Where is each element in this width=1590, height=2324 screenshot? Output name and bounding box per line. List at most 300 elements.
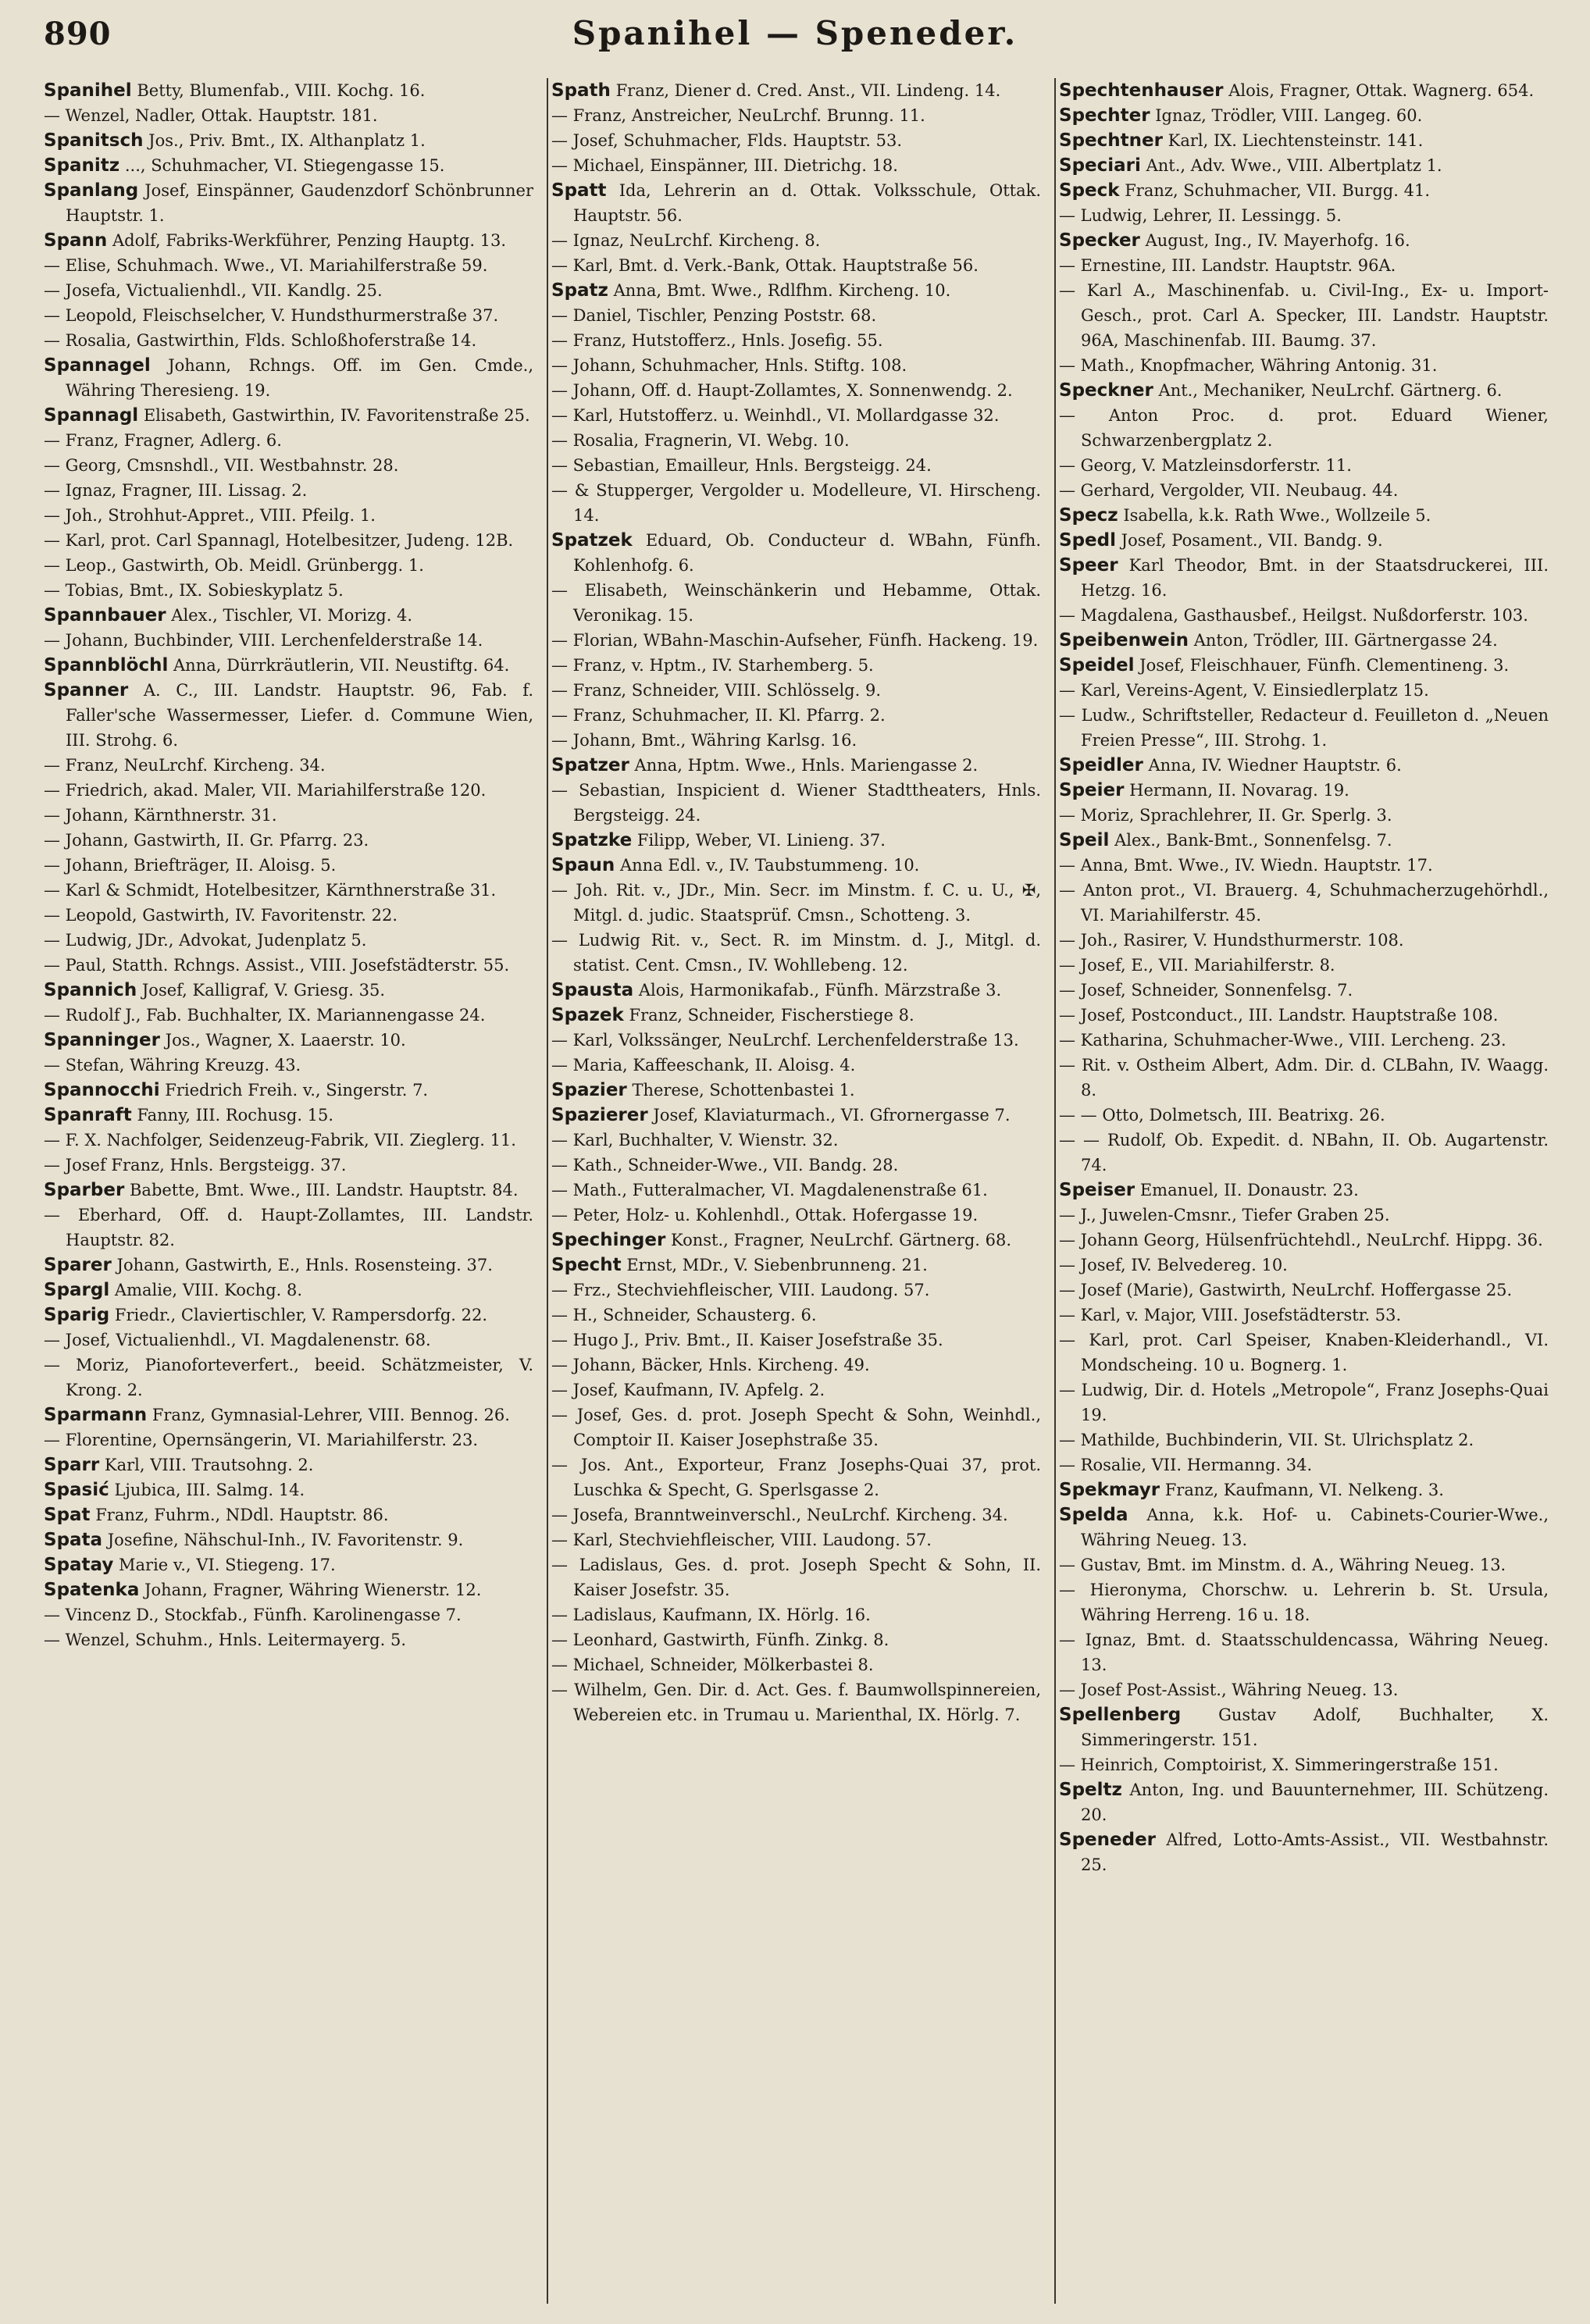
- directory-sub-entry: [551, 1128, 1041, 1153]
- directory-sub-entry: [1059, 353, 1549, 378]
- directory-sub-entry: [44, 1153, 533, 1178]
- entry-details: — Johann, Bmt., Währing Karlsg. 16.: [551, 731, 857, 750]
- entry-details: — Florentine, Opernsängerin, VI. Mariahilferstr. 23.: [44, 1431, 479, 1449]
- entry-details: Franz, Gymnasial-Lehrer, VIII. Bennog. 26.: [147, 1406, 510, 1424]
- directory-sub-entry: [1059, 1577, 1549, 1627]
- entry-details: Karl Theodor, Bmt. in der Staatsdruckerei, III. Hetzg. 16.: [1081, 556, 1549, 600]
- entry-details: — Johann, Gastwirth, II. Gr. Pfarrg. 23.: [44, 831, 369, 850]
- entry-details: — Ignaz, NeuLrchf. Kircheng. 8.: [551, 231, 821, 250]
- directory-sub-entry: [1059, 678, 1549, 703]
- entry-details: Alfred, Lotto-Amts-Assist., VII. Westbahnstr. 25.: [1081, 1830, 1549, 1874]
- directory-sub-entry: [551, 1378, 1041, 1403]
- directory-sub-entry: [44, 953, 533, 978]
- entry-details: — Leonhard, Gastwirth, Fünfh. Zinkg. 8.: [551, 1631, 889, 1649]
- directory-sub-entry: [44, 928, 533, 953]
- directory-sub-entry: [551, 928, 1041, 978]
- directory-sub-entry: [551, 1502, 1041, 1527]
- directory-sub-entry: [551, 353, 1041, 378]
- directory-entry: [1059, 1777, 1549, 1827]
- entry-surname: Sparer: [44, 1255, 112, 1275]
- entry-surname: Spanihel: [44, 80, 132, 101]
- directory-sub-entry: [551, 303, 1041, 328]
- directory-sub-entry: [551, 453, 1041, 478]
- directory-sub-entry: [44, 778, 533, 803]
- entry-surname: Spanitsch: [44, 130, 144, 151]
- directory-sub-entry: [551, 328, 1041, 353]
- entry-details: Adolf, Fabriks-Werkführer, Penzing Hauptg. 13.: [107, 231, 507, 250]
- entry-details: Amalie, VIII. Kochg. 8.: [109, 1281, 303, 1299]
- entry-details: Eduard, Ob. Conducteur d. WBahn, Fünfh. Kohlenhofg. 6.: [573, 531, 1041, 575]
- directory-sub-entry: [1059, 703, 1549, 753]
- directory-sub-entry: [551, 1677, 1041, 1727]
- directory-sub-entry: [44, 828, 533, 853]
- entry-surname: Spath: [551, 80, 611, 101]
- directory-sub-entry: [551, 628, 1041, 653]
- entry-surname: Spazier: [551, 1080, 627, 1100]
- directory-sub-entry: [44, 528, 533, 553]
- directory-entry: [44, 1403, 533, 1428]
- directory-sub-entry: [551, 1627, 1041, 1652]
- directory-sub-entry: [551, 1403, 1041, 1452]
- entry-details: Anton, Ing. und Bauunternehmer, III. Schützeng. 20.: [1081, 1780, 1549, 1824]
- directory-entry: [44, 1527, 533, 1552]
- directory-entry: [551, 828, 1041, 853]
- entry-details: — Karl, Volkssänger, NeuLrchf. Lerchenfelderstraße 13.: [551, 1031, 1019, 1050]
- directory-entry: [1059, 153, 1549, 178]
- directory-sub-entry: [44, 503, 533, 528]
- directory-entry: [1059, 1702, 1549, 1752]
- directory-sub-entry: [1059, 453, 1549, 478]
- entry-details: Alex., Tischler, VI. Morizg. 4.: [166, 606, 413, 625]
- entry-details: A. C., III. Landstr. Hauptstr. 96, Fab. f. Faller'sche Wassermesser, Liefer. d. Commune Wien, III. Strohg. 6.: [66, 681, 533, 750]
- directory-sub-entry: [1059, 603, 1549, 628]
- entry-surname: Spargl: [44, 1280, 110, 1300]
- entry-details: — Hieronyma, Chorschw. u. Lehrerin b. St. Ursula, Währing Herreng. 16 u. 18.: [1059, 1581, 1549, 1624]
- directory-entry: [1059, 228, 1549, 253]
- entry-details: — Gerhard, Vergolder, VII. Neubaug. 44.: [1059, 481, 1399, 500]
- directory-entry: [551, 1003, 1041, 1028]
- directory-entry: [44, 1253, 533, 1278]
- entry-surname: Spasić: [44, 1480, 109, 1500]
- entry-details: — Josef, Victualienhdl., VI. Magdalenenstr. 68.: [44, 1331, 431, 1349]
- directory-sub-entry: [1059, 1103, 1549, 1128]
- directory-entry: [551, 1078, 1041, 1103]
- entry-details: — Karl, Buchhalter, V. Wienstr. 32.: [551, 1131, 839, 1150]
- page-number: 890: [44, 16, 112, 52]
- directory-entry: [551, 1253, 1041, 1278]
- entry-details: — Maria, Kaffeeschank, II. Aloisg. 4.: [551, 1056, 856, 1075]
- directory-sub-entry: [551, 253, 1041, 278]
- directory-sub-entry: [1059, 478, 1549, 503]
- directory-sub-entry: [1059, 1303, 1549, 1328]
- directory-sub-entry: [44, 1428, 533, 1452]
- entry-surname: Spannagel: [44, 355, 151, 376]
- entry-surname: Speck: [1059, 180, 1120, 201]
- entry-details: Franz, Fuhrm., NDdl. Hauptstr. 86.: [90, 1506, 389, 1524]
- entry-details: — Moriz, Sprachlehrer, II. Gr. Sperlg. 3.: [1059, 806, 1392, 825]
- directory-entry: [44, 978, 533, 1003]
- entry-details: — — Rudolf, Ob. Expedit. d. NBahn, II. Ob. Augartenstr. 74.: [1059, 1131, 1549, 1174]
- entry-details: — Ignaz, Fragner, III. Lissag. 2.: [44, 481, 308, 500]
- entry-details: — Joh., Strohhut-Appret., VIII. Pfeilg. 1.: [44, 506, 376, 525]
- directory-sub-entry: [44, 453, 533, 478]
- entry-details: — Karl, Stechviehfleischer, VIII. Laudong. 57.: [551, 1531, 932, 1549]
- entry-details: — Stefan, Währing Kreuzg. 43.: [44, 1056, 301, 1075]
- entry-details: — Daniel, Tischler, Penzing Poststr. 68.: [551, 306, 877, 325]
- directory-sub-entry: [44, 578, 533, 603]
- entry-details: Ant., Mechaniker, NeuLrchf. Gärtnerg. 6.: [1153, 381, 1503, 400]
- entry-details: Isabella, k.k. Rath Wwe., Wollzeile 5.: [1118, 506, 1431, 525]
- directory-sub-entry: [1059, 1378, 1549, 1428]
- directory-sub-entry: [44, 803, 533, 828]
- entry-details: — Mathilde, Buchbinderin, VII. St. Ulrichsplatz 2.: [1059, 1431, 1474, 1449]
- entry-details: — Josefa, Branntweinverschl., NeuLrchf. Kircheng. 34.: [551, 1506, 1008, 1524]
- entry-details: — & Stupperger, Vergolder u. Modelleure, VI. Hirscheng. 14.: [551, 481, 1041, 525]
- entry-surname: Spausta: [551, 980, 634, 1000]
- entry-surname: Speibenwein: [1059, 630, 1189, 651]
- directory-sub-entry: [44, 1053, 533, 1078]
- entry-details: Jos., Priv. Bmt., IX. Althanplatz 1.: [143, 131, 426, 150]
- entry-details: Franz, Schuhmacher, VII. Burgg. 41.: [1119, 181, 1430, 200]
- entry-details: Franz, Schneider, Fischerstiege 8.: [623, 1006, 914, 1025]
- entry-details: — Franz, v. Hptm., IV. Starhemberg. 5.: [551, 656, 874, 675]
- entry-details: — Josef, IV. Belvedereg. 10.: [1059, 1256, 1288, 1274]
- entry-details: Emanuel, II. Donaustr. 23.: [1135, 1181, 1359, 1199]
- entry-details: — Sebastian, Inspicient d. Wiener Stadttheaters, Hnls. Bergsteigg. 24.: [551, 781, 1041, 825]
- entry-details: — Josef, Postconduct., III. Landstr. Hauptstraße 108.: [1059, 1006, 1499, 1025]
- entry-details: — Johann, Schuhmacher, Hnls. Stiftg. 108.: [551, 356, 907, 375]
- directory-entry: [44, 78, 533, 103]
- entry-details: Franz, Diener d. Cred. Anst., VII. Lindeng. 14.: [610, 81, 1001, 100]
- entry-details: — Josef, Ges. d. prot. Joseph Specht & Sohn, Weinhdl., Comptoir II. Kaiser Josephstraße 35.: [551, 1406, 1041, 1449]
- entry-details: — Johann, Bäcker, Hnls. Kircheng. 49.: [551, 1356, 870, 1374]
- entry-details: — Math., Knopfmacher, Währing Antonig. 31.: [1059, 356, 1438, 375]
- entry-details: Friedrich Freih. v., Singerstr. 7.: [159, 1081, 429, 1100]
- directory-entry: [1059, 128, 1549, 153]
- directory-entry: [1059, 1477, 1549, 1502]
- entry-details: — Hugo J., Priv. Bmt., II. Kaiser Josefstraße 35.: [551, 1331, 943, 1349]
- entry-surname: Spanlang: [44, 180, 139, 201]
- entry-details: — Anna, Bmt. Wwe., IV. Wiedn. Hauptstr. 17.: [1059, 856, 1433, 875]
- directory-entry: [551, 1228, 1041, 1253]
- directory-sub-entry: [1059, 278, 1549, 353]
- entry-details: — Josef Franz, Hnls. Bergsteigg. 37.: [44, 1156, 347, 1174]
- directory-sub-entry: [551, 1278, 1041, 1303]
- directory-sub-entry: [551, 228, 1041, 253]
- entry-details: — Karl & Schmidt, Hotelbesitzer, Kärnthnerstraße 31.: [44, 881, 497, 900]
- entry-surname: Spaun: [551, 855, 615, 875]
- entry-surname: Spatt: [551, 180, 607, 201]
- entry-details: Babette, Bmt. Wwe., III. Landstr. Hauptstr. 84.: [124, 1181, 519, 1199]
- entry-surname: Spann: [44, 230, 108, 251]
- directory-sub-entry: [1059, 1627, 1549, 1677]
- directory-entry: [551, 528, 1041, 578]
- directory-sub-entry: [551, 653, 1041, 678]
- directory-sub-entry: [44, 1328, 533, 1353]
- entry-surname: Spanitz: [44, 155, 120, 176]
- directory-sub-entry: [44, 1627, 533, 1652]
- directory-entry: [44, 128, 533, 153]
- directory-column-3: [1059, 78, 1549, 2312]
- entry-details: — Josef, Schuhmacher, Flds. Hauptstr. 53.: [551, 131, 903, 150]
- directory-sub-entry: [44, 1128, 533, 1153]
- entry-details: — Josefa, Victualienhdl., VII. Kandlg. 25.: [44, 281, 383, 300]
- entry-details: — Wenzel, Schuhm., Hnls. Leitermayerg. 5.: [44, 1631, 406, 1649]
- directory-sub-entry: [44, 878, 533, 903]
- entry-surname: Spechinger: [551, 1230, 666, 1250]
- entry-details: — Karl, Hutstofferz. u. Weinhdl., VI. Mollardgasse 32.: [551, 406, 1000, 425]
- entry-details: Therese, Schottenbastei 1.: [626, 1081, 855, 1100]
- entry-surname: Spatay: [44, 1555, 114, 1575]
- entry-details: — Jos. Ant., Exporteur, Franz Josephs-Quai 37, prot. Luschka & Specht, G. Sperlsgasse 2.: [551, 1456, 1041, 1499]
- entry-details: — Rudolf J., Fab. Buchhalter, IX. Mariannengasse 24.: [44, 1006, 486, 1025]
- directory-entry: [1059, 528, 1549, 553]
- directory-sub-entry: [551, 728, 1041, 753]
- entry-details: — Ludwig, Lehrer, II. Lessingg. 5.: [1059, 206, 1342, 225]
- entry-surname: Sparmann: [44, 1405, 148, 1425]
- entry-details: — Eberhard, Off. d. Haupt-Zollamtes, III. Landstr. Hauptstr. 82.: [44, 1206, 533, 1249]
- directory-entry: [551, 78, 1041, 103]
- entry-details: — Ludwig Rit. v., Sect. R. im Minstm. d. J., Mitgl. d. statist. Cent. Cmsn., IV. Wohllebeng. 12.: [551, 931, 1041, 975]
- directory-entry: [44, 1577, 533, 1602]
- directory-sub-entry: [551, 1303, 1041, 1328]
- directory-entry: [44, 1278, 533, 1303]
- entry-details: — Rosalie, VII. Hermanng. 34.: [1059, 1456, 1313, 1474]
- entry-surname: Spatzer: [551, 755, 629, 775]
- entry-details: — Rosalia, Fragnerin, VI. Webg. 10.: [551, 431, 850, 450]
- directory-sub-entry: [551, 428, 1041, 453]
- directory-entry: [1059, 1827, 1549, 1877]
- directory-sub-entry: [1059, 1253, 1549, 1278]
- entry-details: Ignaz, Trödler, VIII. Langeg. 60.: [1150, 106, 1423, 125]
- entry-details: — J., Juwelen-Cmsnr., Tiefer Graben 25.: [1059, 1206, 1390, 1224]
- directory-entry: [44, 1502, 533, 1527]
- entry-details: — Johann, Buchbinder, VIII. Lerchenfelderstraße 14.: [44, 631, 483, 650]
- directory-entry: [551, 753, 1041, 778]
- entry-details: — Wenzel, Nadler, Ottak. Hauptstr. 181.: [44, 106, 378, 125]
- directory-sub-entry: [1059, 403, 1549, 453]
- directory-sub-entry: [44, 103, 533, 128]
- entry-details: — Franz, Fragner, Adlerg. 6.: [44, 431, 282, 450]
- directory-sub-entry: [44, 628, 533, 653]
- entry-details: — Rosalia, Gastwirthin, Flds. Schloßhoferstraße 14.: [44, 331, 477, 350]
- directory-sub-entry: [1059, 928, 1549, 953]
- directory-sub-entry: [1059, 1677, 1549, 1702]
- entry-surname: Spanraft: [44, 1105, 132, 1125]
- directory-entry: [44, 1303, 533, 1328]
- entry-details: — Georg, Cmsnshdl., VII. Westbahnstr. 28.: [44, 456, 399, 475]
- entry-surname: Spechtner: [1059, 130, 1163, 151]
- directory-entry: [1059, 1178, 1549, 1203]
- entry-surname: Spazek: [551, 1005, 624, 1025]
- entry-details: Alois, Harmonikafab., Fünfh. Märzstraße 3.: [633, 981, 1002, 1000]
- entry-details: — Gustav, Bmt. im Minstm. d. A., Währing Neueg. 13.: [1059, 1556, 1506, 1574]
- directory-sub-entry: [1059, 1278, 1549, 1303]
- entry-surname: Spannblöchl: [44, 655, 169, 675]
- entry-surname: Speltz: [1059, 1780, 1122, 1800]
- directory-entry: [44, 1477, 533, 1502]
- directory-entry: [44, 1452, 533, 1477]
- entry-details: — Johann, Kärnthnerstr. 31.: [44, 806, 277, 825]
- entry-details: — F. X. Nachfolger, Seidenzeug-Fabrik, VII. Zieglerg. 11.: [44, 1131, 516, 1150]
- entry-surname: Spechter: [1059, 105, 1150, 126]
- entry-details: — Franz, NeuLrchf. Kircheng. 34.: [44, 756, 326, 775]
- directory-sub-entry: [551, 478, 1041, 528]
- entry-surname: Sparr: [44, 1455, 100, 1475]
- directory-sub-entry: [551, 1602, 1041, 1627]
- directory-entry: [551, 853, 1041, 878]
- directory-sub-entry: [551, 1178, 1041, 1203]
- entry-surname: Speier: [1059, 780, 1125, 800]
- directory-sub-entry: [1059, 1328, 1549, 1378]
- entry-surname: Spannich: [44, 980, 137, 1000]
- entry-details: Anna, Bmt. Wwe., Rdlfhm. Kircheng. 10.: [608, 281, 951, 300]
- entry-details: Josef, Posament., VII. Bandg. 9.: [1115, 531, 1383, 550]
- directory-sub-entry: [551, 1652, 1041, 1677]
- entry-details: — Peter, Holz- u. Kohlenhdl., Ottak. Hofergasse 19.: [551, 1206, 979, 1224]
- directory-sub-entry: [551, 678, 1041, 703]
- directory-sub-entry: [551, 1028, 1041, 1053]
- entry-details: — Franz, Schuhmacher, II. Kl. Pfarrg. 2.: [551, 706, 886, 725]
- entry-details: — Georg, V. Matzleinsdorferstr. 11.: [1059, 456, 1352, 475]
- directory-entry: [44, 1028, 533, 1053]
- directory-sub-entry: [1059, 1053, 1549, 1103]
- entry-details: — Johann, Briefträger, II. Aloisg. 5.: [44, 856, 337, 875]
- directory-sub-entry: [551, 128, 1041, 153]
- entry-surname: Specker: [1059, 230, 1140, 251]
- directory-entry: [1059, 1502, 1549, 1552]
- entry-details: — Elisabeth, Weinschänkerin und Hebamme, Ottak. Veronikag. 15.: [551, 581, 1041, 625]
- entry-details: — — Otto, Dolmetsch, III. Beatrixg. 26.: [1059, 1106, 1385, 1125]
- entry-details: — Ludwig, JDr., Advokat, Judenplatz 5.: [44, 931, 367, 950]
- entry-details: — Johann, Off. d. Haupt-Zollamtes, X. Sonnenwendg. 2.: [551, 381, 1013, 400]
- directory-sub-entry: [44, 753, 533, 778]
- directory-entry: [44, 1552, 533, 1577]
- directory-entry: [1059, 628, 1549, 653]
- entry-details: Ljubica, III. Salmg. 14.: [109, 1481, 305, 1499]
- directory-sub-entry: [1059, 1228, 1549, 1253]
- entry-surname: Spatenka: [44, 1580, 140, 1600]
- entry-surname: Sparig: [44, 1305, 110, 1325]
- entry-details: — Anton prot., VI. Brauerg. 4, Schuhmacherzugehörhdl., VI. Mariahilferstr. 45.: [1059, 881, 1549, 925]
- directory-sub-entry: [44, 553, 533, 578]
- directory-entry: [1059, 553, 1549, 603]
- directory-sub-entry: [1059, 1028, 1549, 1053]
- directory-sub-entry: [551, 1527, 1041, 1552]
- entry-details: Josef, Fleischhauer, Fünfh. Clementineng. 3.: [1134, 656, 1510, 675]
- directory-sub-entry: [551, 1328, 1041, 1353]
- directory-entry: [1059, 753, 1549, 778]
- entry-surname: Speer: [1059, 555, 1118, 576]
- directory-entry: [551, 1103, 1041, 1128]
- directory-entry: [1059, 178, 1549, 203]
- entry-surname: Spedl: [1059, 530, 1116, 551]
- entry-details: — Franz, Anstreicher, NeuLrchf. Brunng. 11.: [551, 106, 925, 125]
- entry-details: Johann, Fragner, Währing Wienerstr. 12.: [139, 1581, 482, 1599]
- entry-details: — Leopold, Gastwirth, IV. Favoritenstr. 22.: [44, 906, 398, 925]
- entry-surname: Speneder: [1059, 1830, 1157, 1850]
- entry-details: — Frz., Stechviehfleischer, VIII. Laudong. 57.: [551, 1281, 930, 1299]
- directory-sub-entry: [44, 1353, 533, 1403]
- entry-surname: Speidel: [1059, 655, 1135, 675]
- entry-surname: Speidler: [1059, 755, 1143, 775]
- directory-sub-entry: [551, 1452, 1041, 1502]
- entry-details: Ernst, MDr., V. Siebenbrunneng. 21.: [621, 1256, 928, 1274]
- directory-entry: [44, 678, 533, 753]
- entry-details: — Karl, Bmt. d. Verk.-Bank, Ottak. Hauptstraße 56.: [551, 256, 979, 275]
- directory-sub-entry: [1059, 1452, 1549, 1477]
- directory-sub-entry: [551, 1153, 1041, 1178]
- directory-sub-entry: [551, 1053, 1041, 1078]
- directory-sub-entry: [44, 1203, 533, 1253]
- entry-surname: Speciari: [1059, 155, 1141, 176]
- directory-entry: [44, 1078, 533, 1103]
- directory-entry: [1059, 378, 1549, 403]
- entry-details: — Florian, WBahn-Maschin-Aufseher, Fünfh. Hackeng. 19.: [551, 631, 1039, 650]
- entry-surname: Spatzek: [551, 530, 633, 551]
- entry-surname: Spannagl: [44, 405, 139, 426]
- entry-details: — Joh., Rasirer, V. Hundsthurmerstr. 108.: [1059, 931, 1404, 950]
- entry-details: Josef, Kalligraf, V. Griesg. 35.: [137, 981, 386, 1000]
- entry-details: — Magdalena, Gasthausbef., Heilgst. Nußdorferstr. 103.: [1059, 606, 1528, 625]
- entry-surname: Spatz: [551, 280, 608, 301]
- entry-surname: Spazierer: [551, 1105, 648, 1125]
- entry-details: — Franz, Hutstofferz., Hnls. Josefig. 55.: [551, 331, 883, 350]
- entry-details: Marie v., VI. Stiegeng. 17.: [113, 1556, 336, 1574]
- entry-surname: Spanner: [44, 680, 129, 700]
- entry-details: — Sebastian, Emailleur, Hnls. Bergsteigg. 24.: [551, 456, 932, 475]
- directory-sub-entry: [44, 253, 533, 278]
- directory-sub-entry: [44, 278, 533, 303]
- entry-details: — Josef (Marie), Gastwirth, NeuLrchf. Hoffergasse 25.: [1059, 1281, 1513, 1299]
- entry-details: — Moriz, Pianoforteverfert., beeid. Schätzmeister, V. Krong. 2.: [44, 1356, 533, 1399]
- directory-sub-entry: [1059, 1128, 1549, 1178]
- entry-details: Anton, Trödler, III. Gärtnergasse 24.: [1189, 631, 1498, 650]
- entry-details: — Karl A., Maschinenfab. u. Civil-Ing., Ex- u. Import-Gesch., prot. Carl A. Specker, III. Landstr. Hauptstr. 96A, Maschinenfab. III. Baumg. 37.: [1059, 281, 1549, 350]
- entry-surname: Spelda: [1059, 1505, 1128, 1525]
- directory-sub-entry: [1059, 1203, 1549, 1228]
- entry-surname: Sparber: [44, 1180, 125, 1200]
- directory-sub-entry: [44, 1602, 533, 1627]
- directory-sub-entry: [1059, 1552, 1549, 1577]
- entry-surname: Spatzke: [551, 830, 633, 850]
- directory-sub-entry: [1059, 853, 1549, 878]
- directory-sub-entry: [551, 578, 1041, 628]
- entry-details: Karl, VIII. Trautsohng. 2.: [99, 1456, 314, 1474]
- directory-entry: [1059, 78, 1549, 103]
- directory-sub-entry: [1059, 1428, 1549, 1452]
- entry-details: — Rit. v. Ostheim Albert, Adm. Dir. d. CLBahn, IV. Waagg. 8.: [1059, 1056, 1549, 1100]
- entry-surname: Spannocchi: [44, 1080, 160, 1100]
- entry-surname: Spekmayr: [1059, 1480, 1160, 1500]
- directory-sub-entry: [1059, 253, 1549, 278]
- directory-entry: [44, 353, 533, 403]
- directory-entry: [1059, 778, 1549, 803]
- directory-sub-entry: [1059, 803, 1549, 828]
- entry-details: Betty, Blumenfab., VIII. Kochg. 16.: [131, 81, 426, 100]
- entry-details: — Franz, Schneider, VIII. Schlösselg. 9.: [551, 681, 881, 700]
- entry-details: — Ludw., Schriftsteller, Redacteur d. Feuilleton d. „Neuen Freien Presse“, III. Strohg. 1.: [1059, 706, 1549, 750]
- entry-details: ..., Schuhmacher, VI. Stiegengasse 15.: [119, 156, 445, 175]
- directory-sub-entry: [44, 853, 533, 878]
- directory-sub-entry: [1059, 1752, 1549, 1777]
- entry-details: — Ignaz, Bmt. d. Staatsschuldencassa, Währing Neueg. 13.: [1059, 1631, 1549, 1674]
- directory-sub-entry: [1059, 978, 1549, 1003]
- directory-sub-entry: [1059, 203, 1549, 228]
- entry-details: — Leopold, Fleischselcher, V. Hundsthurmerstraße 37.: [44, 306, 499, 325]
- directory-columns: [44, 78, 1551, 2312]
- entry-details: — Karl, v. Major, VIII. Josefstädterstr. 53.: [1059, 1306, 1402, 1324]
